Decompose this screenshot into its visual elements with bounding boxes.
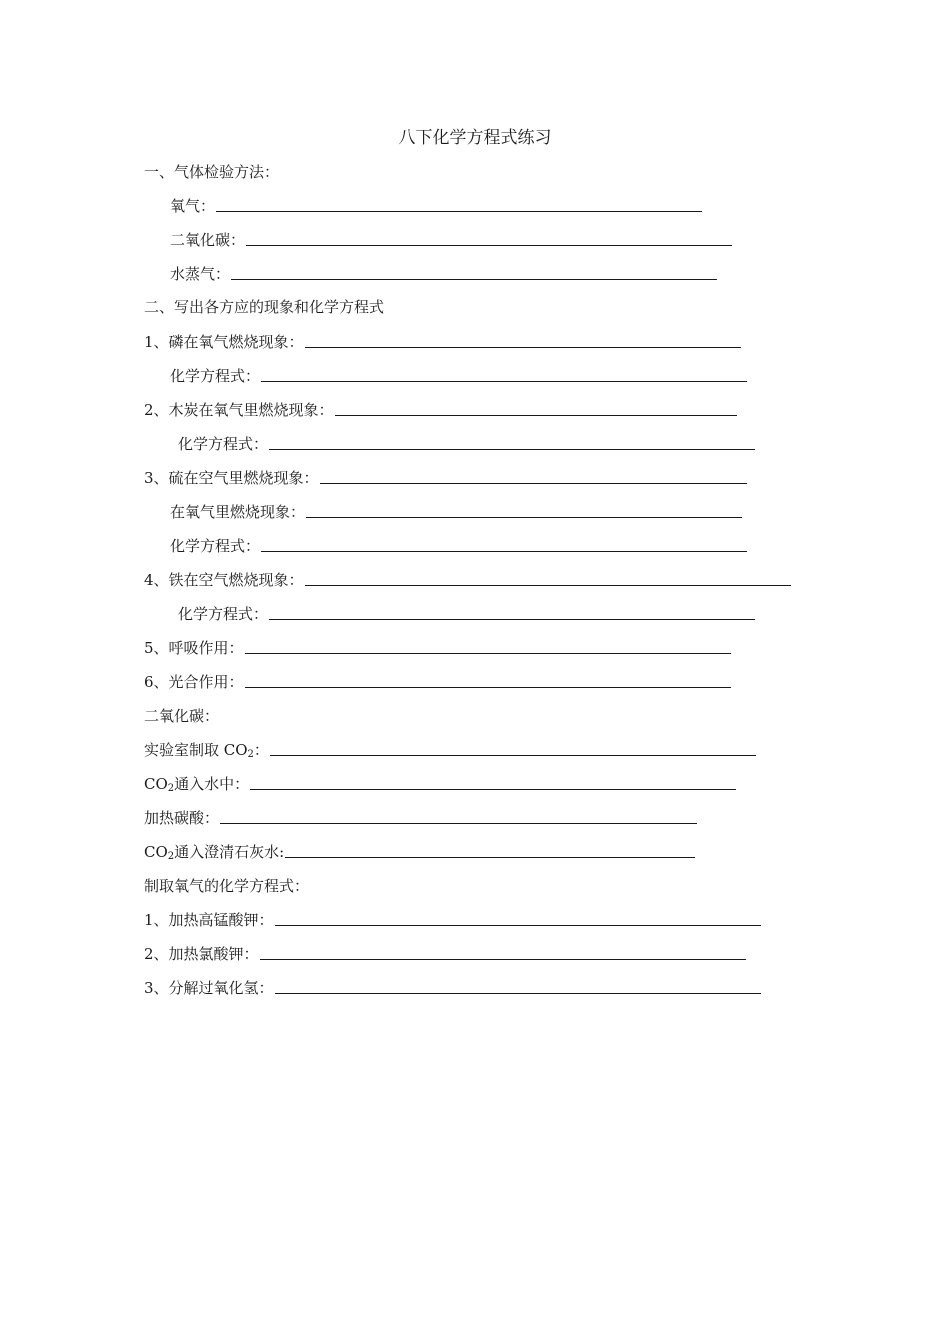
q3-sub-label: 在氧气里燃烧现象： (170, 503, 306, 521)
co2-water-row (144, 772, 736, 794)
q2-row (144, 398, 737, 420)
q2-eq-label: 化学方程式： (178, 435, 269, 453)
heat-acid-blank[interactable] (220, 823, 697, 824)
q3-row (144, 466, 747, 488)
page-title: 八下化学方程式练习 (398, 128, 552, 148)
co2-lime-row (144, 840, 695, 862)
co2-lab-label: 实验室制取 $CO_2$： (144, 741, 269, 760)
section1-heading: 一、气体检验方法： (144, 163, 280, 181)
co2-water-blank[interactable] (250, 789, 736, 790)
kmno4-blank[interactable] (275, 925, 761, 926)
co2-lime-blank[interactable] (285, 857, 695, 858)
co2-test-blank[interactable] (246, 245, 732, 246)
q6-label: 6、光合作用： (144, 673, 244, 691)
q4-label: 4、铁在空气燃烧现象： (144, 571, 304, 589)
q2-blank[interactable] (335, 415, 737, 416)
co2-lime-label: $CO_2$通入澄清石灰水: (144, 843, 285, 862)
co2-water-label: $CO_2$通入水中： (144, 775, 250, 794)
co2-heading: 二氧化碳： (144, 707, 220, 725)
q3-sub-blank[interactable] (306, 517, 742, 518)
q3-blank[interactable] (320, 483, 747, 484)
q4-eq-row (178, 602, 755, 624)
oxygen-test-blank[interactable] (216, 211, 702, 212)
vapor-test-row (170, 262, 717, 284)
kmno4-row (144, 908, 761, 930)
co2-lab-blank[interactable] (270, 755, 756, 756)
q6-blank[interactable] (245, 687, 731, 688)
oxygen-test-label: 氧气： (170, 197, 216, 215)
heat-acid-label: 加热碳酸： (144, 809, 220, 827)
q2-eq-row (178, 432, 755, 454)
q1-eq-row (170, 364, 747, 386)
q5-blank[interactable] (245, 653, 731, 654)
q2-eq-blank[interactable] (269, 449, 755, 450)
q4-row (144, 568, 791, 590)
q3-eq-blank[interactable] (261, 551, 747, 552)
q3-eq-row (170, 534, 747, 556)
q1-label: 1、磷在氧气燃烧现象： (144, 333, 304, 351)
heat-acid-row (144, 806, 697, 828)
h2o2-blank[interactable] (275, 993, 761, 994)
q1-eq-label: 化学方程式： (170, 367, 261, 385)
kclo3-blank[interactable] (260, 959, 746, 960)
co2-lab-row (144, 738, 756, 760)
kclo3-row (144, 942, 746, 964)
q1-row (144, 330, 741, 352)
q1-eq-blank[interactable] (261, 381, 747, 382)
section2-heading: 二、写出各方应的现象和化学方程式 (144, 298, 385, 316)
q3-label: 3、硫在空气里燃烧现象： (144, 469, 319, 487)
vapor-test-label: 水蒸气： (170, 265, 231, 283)
oxygen-test-row (170, 194, 702, 216)
q2-label: 2、木炭在氧气里燃烧现象： (144, 401, 334, 419)
q4-eq-label: 化学方程式： (178, 605, 269, 623)
h2o2-label: 3、分解过氧化氢： (144, 979, 274, 997)
q5-label: 5、呼吸作用： (144, 639, 244, 657)
q5-row (144, 636, 731, 658)
kmno4-label: 1、加热高锰酸钾： (144, 911, 274, 929)
q1-blank[interactable] (305, 347, 741, 348)
oxygen-prep-heading: 制取氧气的化学方程式： (144, 877, 310, 895)
q4-blank[interactable] (305, 585, 791, 586)
kclo3-label: 2、加热氯酸钾： (144, 945, 259, 963)
vapor-test-blank[interactable] (231, 279, 717, 280)
q3-eq-label: 化学方程式： (170, 537, 261, 555)
q3-sub-row (170, 500, 742, 522)
q4-eq-blank[interactable] (269, 619, 755, 620)
q6-row (144, 670, 731, 692)
h2o2-row (144, 976, 761, 998)
co2-test-row (170, 228, 732, 250)
co2-test-label: 二氧化碳： (170, 231, 246, 249)
